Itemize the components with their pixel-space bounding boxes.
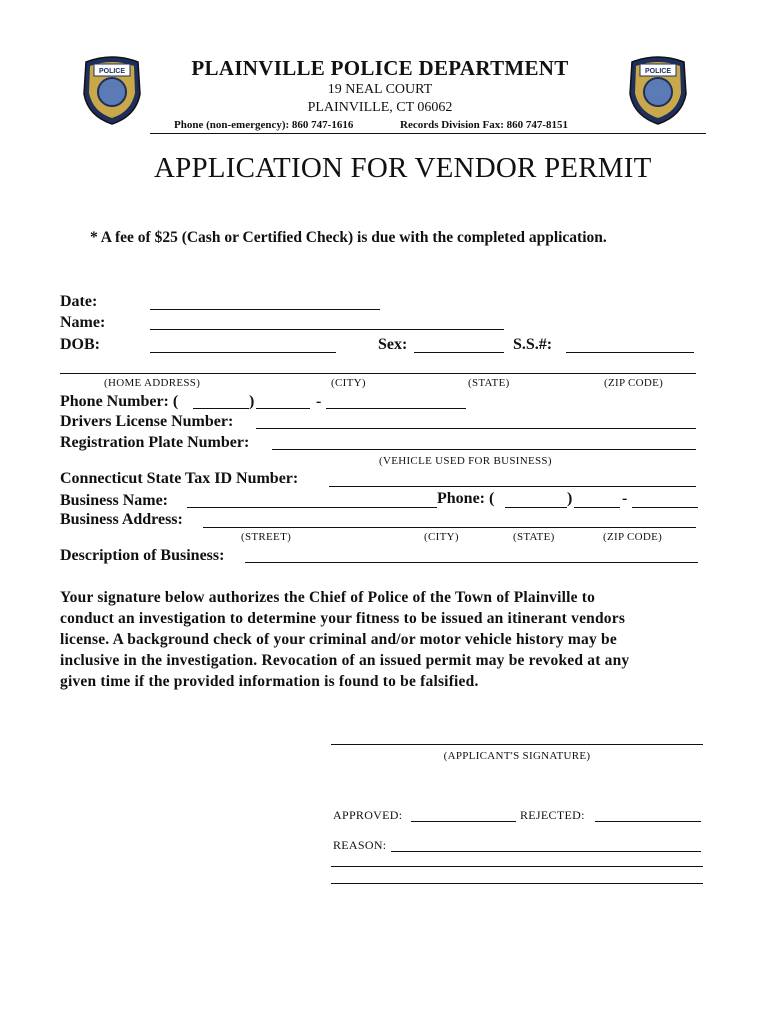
sex-field[interactable] xyxy=(414,352,504,353)
business-phone-prefix-field[interactable] xyxy=(574,507,620,508)
name-field[interactable] xyxy=(150,329,504,330)
business-area-code-field[interactable] xyxy=(505,507,567,508)
phone-line-field[interactable] xyxy=(326,408,466,409)
ssn-field[interactable] xyxy=(566,352,694,353)
seal-label-right: POLICE xyxy=(644,68,672,75)
business-phone-line-field[interactable] xyxy=(632,507,698,508)
authorization-line: conduct an investigation to determine your fitness to be issued an itinerant vendors xyxy=(60,610,626,627)
description-field[interactable] xyxy=(245,562,698,563)
signature-field[interactable] xyxy=(331,744,703,745)
reason-label: REASON: xyxy=(333,838,387,852)
business-state-caption: (STATE) xyxy=(513,531,555,543)
address-city: PLAINVILLE, CT 06062 xyxy=(307,100,453,115)
business-city-caption: (CITY) xyxy=(424,531,459,543)
date-label: Date: xyxy=(60,293,98,310)
reason-field-line-3[interactable] xyxy=(331,883,703,884)
phone-close-paren: ) xyxy=(249,393,255,410)
form-title: APPLICATION FOR VENDOR PERMIT xyxy=(154,152,652,184)
signature-caption: (APPLICANT'S SIGNATURE) xyxy=(443,750,591,762)
name-label: Name: xyxy=(60,314,106,331)
phone-dash: - xyxy=(316,393,322,410)
approved-label: APPROVED: xyxy=(333,808,403,822)
registration-plate-label: Registration Plate Number: xyxy=(60,434,250,451)
rejected-field[interactable] xyxy=(595,821,701,822)
authorization-paragraph xyxy=(60,587,710,692)
ct-tax-id-field[interactable] xyxy=(329,486,696,487)
street-caption: (STREET) xyxy=(241,531,292,543)
business-address-field[interactable] xyxy=(203,527,696,528)
business-phone-close-paren: ) xyxy=(567,490,573,507)
business-phone-dash: - xyxy=(622,490,628,507)
drivers-license-field[interactable] xyxy=(256,428,696,429)
approved-field[interactable] xyxy=(411,821,516,822)
date-field[interactable] xyxy=(150,309,380,310)
business-name-field[interactable] xyxy=(187,507,437,508)
police-seal-right xyxy=(626,54,690,126)
header-rule xyxy=(150,133,706,134)
phone-number-label: Phone Number: ( xyxy=(60,393,179,410)
description-label: Description of Business: xyxy=(60,547,225,564)
records-fax: Records Division Fax: 860 747-8151 xyxy=(400,119,569,131)
drivers-license-label: Drivers License Number: xyxy=(60,413,234,430)
dob-field[interactable] xyxy=(150,352,336,353)
ct-tax-id-label: Connecticut State Tax ID Number: xyxy=(60,470,299,487)
sex-label: Sex: xyxy=(378,336,408,353)
state-caption: (STATE) xyxy=(468,377,510,389)
area-code-field[interactable] xyxy=(193,408,249,409)
police-seal-left xyxy=(80,54,144,126)
authorization-line: Your signature below authorizes the Chief of Police of the Town of Plainville to xyxy=(60,589,596,606)
city-caption: (CITY) xyxy=(331,377,366,389)
phone-non-emergency: Phone (non-emergency): 860 747-1616 xyxy=(174,119,354,131)
ssn-label: S.S.#: xyxy=(513,336,553,353)
dob-label: DOB: xyxy=(60,336,100,353)
reason-field[interactable] xyxy=(391,851,701,852)
authorization-line: given time if the provided information is found to be falsified. xyxy=(60,673,479,690)
home-address-field[interactable] xyxy=(60,373,696,374)
seal-label-left: POLICE xyxy=(98,68,126,75)
authorization-line: inclusive in the investigation. Revocation of an issued permit may be revoked at any xyxy=(60,652,630,669)
home-address-caption: (HOME ADDRESS) xyxy=(104,377,201,389)
zip-caption: (ZIP CODE) xyxy=(604,377,664,389)
registration-plate-field[interactable] xyxy=(272,449,696,450)
business-phone-label: Phone: ( xyxy=(437,490,495,507)
vehicle-caption: (VEHICLE USED FOR BUSINESS) xyxy=(379,455,552,467)
fee-note: * A fee of $25 (Cash or Certified Check) is due with the completed application. xyxy=(90,229,607,246)
phone-prefix-field[interactable] xyxy=(256,408,310,409)
business-zip-caption: (ZIP CODE) xyxy=(603,531,663,543)
authorization-line: license. A background check of your criminal and/or motor vehicle history may be xyxy=(60,631,617,648)
rejected-label: REJECTED: xyxy=(520,808,585,822)
business-name-label: Business Name: xyxy=(60,492,169,509)
address-street: 19 NEAL COURT xyxy=(327,82,433,97)
department-name: PLAINVILLE POLICE DEPARTMENT xyxy=(191,56,569,80)
business-address-label: Business Address: xyxy=(60,511,183,528)
reason-field-line-2[interactable] xyxy=(331,866,703,867)
